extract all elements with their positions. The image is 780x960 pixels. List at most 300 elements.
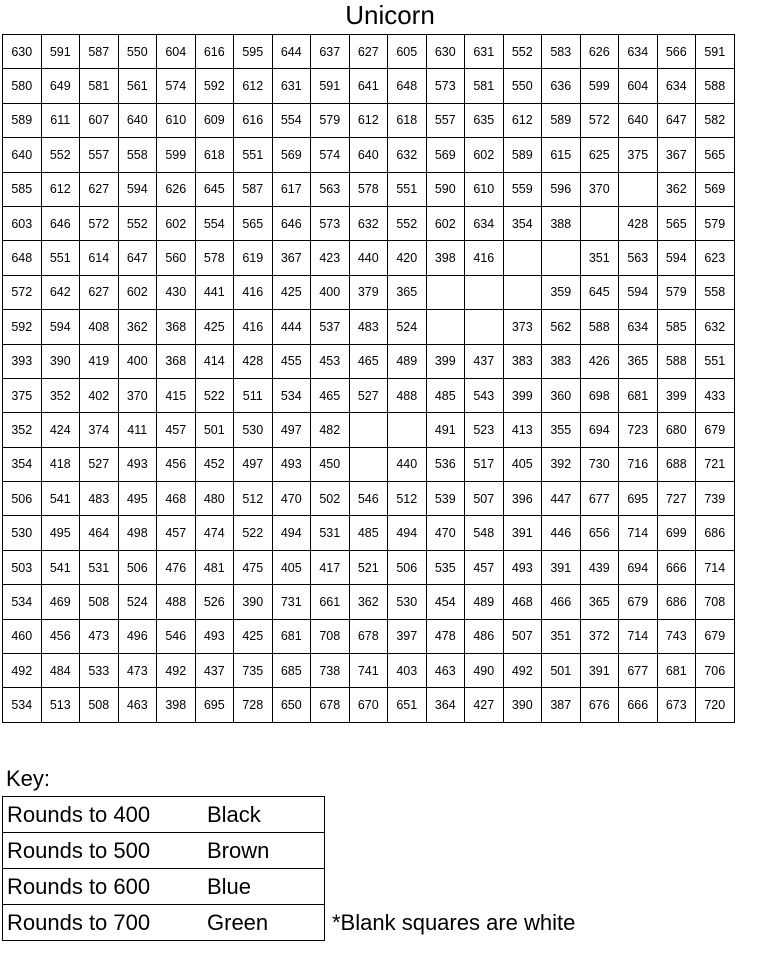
grid-cell: 670 (349, 688, 388, 722)
grid-cell: 634 (657, 69, 696, 103)
grid-cell: 589 (542, 103, 581, 137)
grid-row (3, 241, 735, 275)
grid-cell: 416 (234, 310, 273, 344)
key-cell (3, 869, 325, 905)
grid-row (3, 275, 735, 309)
grid-cell: 391 (542, 550, 581, 584)
grid-cell: 503 (3, 550, 42, 584)
grid-cell-blank (465, 275, 504, 309)
grid-cell: 367 (657, 138, 696, 172)
grid-cell: 645 (195, 172, 234, 206)
grid-cell: 626 (157, 172, 196, 206)
grid-cell: 374 (80, 413, 119, 447)
grid-cell: 541 (41, 550, 80, 584)
grid-cell: 399 (657, 378, 696, 412)
grid-cell: 632 (388, 138, 427, 172)
grid-cell: 681 (657, 654, 696, 688)
number-grid (2, 34, 735, 723)
grid-cell: 474 (195, 516, 234, 550)
grid-cell: 492 (3, 654, 42, 688)
grid-cell: 494 (388, 516, 427, 550)
grid-cell: 531 (80, 550, 119, 584)
grid-cell: 676 (580, 688, 619, 722)
grid-cell: 398 (157, 688, 196, 722)
grid-cell: 483 (349, 310, 388, 344)
grid-cell: 546 (349, 482, 388, 516)
grid-cell-blank (542, 241, 581, 275)
grid-cell: 437 (465, 344, 504, 378)
grid-cell: 359 (542, 275, 581, 309)
grid-cell: 646 (41, 206, 80, 240)
grid-cell: 686 (657, 585, 696, 619)
grid-body (3, 35, 735, 723)
grid-cell: 524 (118, 585, 157, 619)
grid-cell: 534 (3, 585, 42, 619)
grid-cell: 634 (619, 35, 658, 69)
grid-cell: 588 (580, 310, 619, 344)
grid-cell: 351 (580, 241, 619, 275)
grid-cell: 464 (80, 516, 119, 550)
key-row (3, 833, 325, 869)
grid-cell: 400 (311, 275, 350, 309)
grid-cell: 473 (118, 654, 157, 688)
grid-cell: 399 (426, 344, 465, 378)
grid-cell: 572 (580, 103, 619, 137)
grid-cell: 468 (503, 585, 542, 619)
grid-cell: 473 (80, 619, 119, 653)
grid-cell: 465 (311, 378, 350, 412)
grid-cell: 486 (465, 619, 504, 653)
grid-cell: 632 (696, 310, 735, 344)
grid-cell: 595 (234, 35, 273, 69)
grid-cell: 428 (234, 344, 273, 378)
grid-cell: 512 (234, 482, 273, 516)
grid-cell: 644 (272, 35, 311, 69)
grid-cell: 523 (465, 413, 504, 447)
grid-cell: 552 (503, 35, 542, 69)
grid-cell: 476 (157, 550, 196, 584)
grid-cell: 405 (272, 550, 311, 584)
grid-cell: 483 (80, 482, 119, 516)
key-cell (3, 905, 325, 941)
grid-cell: 365 (388, 275, 427, 309)
grid-cell: 489 (465, 585, 504, 619)
grid-cell: 488 (157, 585, 196, 619)
grid-cell: 551 (388, 172, 427, 206)
grid-cell: 383 (542, 344, 581, 378)
grid-cell: 735 (234, 654, 273, 688)
grid-cell-blank (349, 447, 388, 481)
grid-cell: 495 (41, 516, 80, 550)
grid-cell: 632 (349, 206, 388, 240)
grid-cell-blank (426, 275, 465, 309)
grid-cell: 590 (426, 172, 465, 206)
grid-cell: 686 (696, 516, 735, 550)
grid-cell: 428 (619, 206, 658, 240)
grid-row (3, 103, 735, 137)
grid-cell: 506 (388, 550, 427, 584)
grid-cell: 440 (349, 241, 388, 275)
grid-cell: 599 (157, 138, 196, 172)
grid-cell: 397 (388, 619, 427, 653)
grid-cell: 688 (657, 447, 696, 481)
grid-cell: 414 (195, 344, 234, 378)
grid-cell: 527 (349, 378, 388, 412)
grid-row (3, 172, 735, 206)
grid-cell: 550 (503, 69, 542, 103)
grid-cell: 572 (80, 206, 119, 240)
grid-cell: 396 (503, 482, 542, 516)
grid-cell: 594 (619, 275, 658, 309)
grid-cell: 408 (80, 310, 119, 344)
grid-cell: 424 (41, 413, 80, 447)
color-key-table (2, 796, 325, 941)
grid-cell: 557 (426, 103, 465, 137)
grid-cell: 641 (349, 69, 388, 103)
grid-cell: 607 (80, 103, 119, 137)
grid-cell: 489 (388, 344, 427, 378)
grid-cell: 603 (3, 206, 42, 240)
grid-cell: 587 (80, 35, 119, 69)
key-row (3, 797, 325, 833)
key-label: Key: (6, 766, 51, 791)
grid-cell: 455 (272, 344, 311, 378)
grid-cell: 605 (388, 35, 427, 69)
grid-cell: 565 (234, 206, 273, 240)
grid-cell: 552 (388, 206, 427, 240)
grid-cell: 602 (426, 206, 465, 240)
grid-cell: 493 (195, 619, 234, 653)
grid-cell: 453 (311, 344, 350, 378)
grid-cell: 723 (619, 413, 658, 447)
grid-row (3, 310, 735, 344)
grid-cell: 425 (272, 275, 311, 309)
grid-cell: 360 (542, 378, 581, 412)
grid-cell: 636 (542, 69, 581, 103)
grid-cell-blank (349, 413, 388, 447)
grid-cell: 512 (388, 482, 427, 516)
grid-cell: 698 (580, 378, 619, 412)
grid-cell: 738 (311, 654, 350, 688)
grid-cell: 522 (234, 516, 273, 550)
grid-cell: 482 (311, 413, 350, 447)
grid-cell: 602 (118, 275, 157, 309)
grid-cell: 530 (3, 516, 42, 550)
grid-cell: 475 (234, 550, 273, 584)
grid-cell: 706 (696, 654, 735, 688)
grid-cell: 548 (465, 516, 504, 550)
grid-cell: 524 (388, 310, 427, 344)
grid-cell: 554 (272, 103, 311, 137)
grid-cell: 565 (696, 138, 735, 172)
grid-cell: 627 (80, 172, 119, 206)
grid-cell: 618 (388, 103, 427, 137)
grid-cell: 470 (426, 516, 465, 550)
grid-cell: 562 (542, 310, 581, 344)
grid-cell: 647 (657, 103, 696, 137)
grid-cell: 390 (234, 585, 273, 619)
grid-cell: 566 (657, 35, 696, 69)
grid-cell: 373 (503, 310, 542, 344)
grid-cell: 488 (388, 378, 427, 412)
grid-cell: 426 (580, 344, 619, 378)
grid-cell: 640 (349, 138, 388, 172)
grid-cell: 588 (696, 69, 735, 103)
grid-cell: 581 (465, 69, 504, 103)
grid-cell: 398 (426, 241, 465, 275)
grid-cell: 588 (657, 344, 696, 378)
grid-cell: 630 (426, 35, 465, 69)
grid-row (3, 344, 735, 378)
grid-cell: 619 (234, 241, 273, 275)
grid-cell: 635 (465, 103, 504, 137)
grid-cell: 579 (696, 206, 735, 240)
grid-cell: 420 (388, 241, 427, 275)
grid-cell: 591 (311, 69, 350, 103)
grid-cell: 645 (580, 275, 619, 309)
grid-cell: 402 (80, 378, 119, 412)
grid-cell: 484 (41, 654, 80, 688)
grid-cell: 623 (696, 241, 735, 275)
grid-cell: 539 (426, 482, 465, 516)
grid-cell: 543 (465, 378, 504, 412)
grid-cell: 563 (311, 172, 350, 206)
key-rounds-label: Rounds to 400 (7, 801, 151, 827)
grid-cell: 640 (3, 138, 42, 172)
grid-cell: 351 (542, 619, 581, 653)
grid-cell: 648 (388, 69, 427, 103)
grid-cell: 561 (118, 69, 157, 103)
page-title: Unicorn (345, 0, 435, 30)
grid-cell: 552 (118, 206, 157, 240)
grid-cell: 560 (157, 241, 196, 275)
grid-row (3, 378, 735, 412)
grid-cell: 364 (426, 688, 465, 722)
grid-cell: 496 (118, 619, 157, 653)
grid-cell: 457 (157, 516, 196, 550)
grid-cell: 609 (195, 103, 234, 137)
grid-cell: 492 (503, 654, 542, 688)
grid-cell: 465 (349, 344, 388, 378)
grid-cell: 546 (157, 619, 196, 653)
grid-cell: 640 (619, 103, 658, 137)
grid-cell: 557 (80, 138, 119, 172)
grid-cell: 630 (3, 35, 42, 69)
grid-cell: 416 (465, 241, 504, 275)
grid-cell: 536 (426, 447, 465, 481)
grid-cell: 720 (696, 688, 735, 722)
key-cell (3, 797, 325, 833)
grid-row (3, 585, 735, 619)
grid-cell: 678 (349, 619, 388, 653)
grid-cell: 579 (311, 103, 350, 137)
grid-cell: 498 (118, 516, 157, 550)
grid-cell: 372 (580, 619, 619, 653)
grid-cell: 626 (580, 35, 619, 69)
grid-cell: 551 (41, 241, 80, 275)
grid-cell: 463 (426, 654, 465, 688)
grid-cell: 714 (696, 550, 735, 584)
grid-cell: 550 (118, 35, 157, 69)
grid-cell: 656 (580, 516, 619, 550)
grid-cell: 699 (657, 516, 696, 550)
grid-cell: 470 (272, 482, 311, 516)
grid-cell: 370 (580, 172, 619, 206)
grid-cell: 612 (349, 103, 388, 137)
grid-cell: 569 (272, 138, 311, 172)
grid-cell: 552 (41, 138, 80, 172)
grid-cell: 574 (311, 138, 350, 172)
grid-cell: 497 (272, 413, 311, 447)
grid-cell: 379 (349, 275, 388, 309)
grid-cell: 492 (157, 654, 196, 688)
grid-cell: 694 (619, 550, 658, 584)
grid-cell: 563 (619, 241, 658, 275)
grid-cell: 530 (234, 413, 273, 447)
grid-row (3, 138, 735, 172)
grid-cell: 685 (272, 654, 311, 688)
grid-cell: 468 (157, 482, 196, 516)
grid-cell-blank (388, 413, 427, 447)
grid-cell: 513 (41, 688, 80, 722)
grid-cell: 569 (426, 138, 465, 172)
grid-cell-blank (426, 310, 465, 344)
key-rounds-label: Rounds to 600 (7, 873, 151, 899)
grid-cell: 501 (195, 413, 234, 447)
grid-cell: 585 (3, 172, 42, 206)
grid-row (3, 550, 735, 584)
grid-cell: 592 (3, 310, 42, 344)
grid-cell: 680 (657, 413, 696, 447)
grid-cell: 388 (542, 206, 581, 240)
grid-cell: 565 (657, 206, 696, 240)
grid-cell: 614 (80, 241, 119, 275)
grid-cell: 392 (542, 447, 581, 481)
grid-row (3, 35, 735, 69)
grid-cell: 534 (3, 688, 42, 722)
grid-cell: 573 (426, 69, 465, 103)
grid-cell: 589 (503, 138, 542, 172)
grid-cell: 574 (157, 69, 196, 103)
grid-cell: 370 (118, 378, 157, 412)
grid-cell: 714 (619, 619, 658, 653)
grid-cell: 681 (272, 619, 311, 653)
grid-cell: 508 (80, 585, 119, 619)
grid-cell: 642 (41, 275, 80, 309)
grid-cell: 457 (157, 413, 196, 447)
grid-cell: 612 (503, 103, 542, 137)
grid-cell: 415 (157, 378, 196, 412)
grid-cell: 490 (465, 654, 504, 688)
grid-cell: 585 (657, 310, 696, 344)
grid-cell: 452 (195, 447, 234, 481)
key-color-label: Green (207, 909, 269, 935)
grid-cell: 604 (157, 35, 196, 69)
grid-cell: 594 (118, 172, 157, 206)
grid-cell: 727 (657, 482, 696, 516)
grid-cell: 583 (542, 35, 581, 69)
grid-cell: 362 (657, 172, 696, 206)
grid-row (3, 688, 735, 722)
grid-cell: 631 (465, 35, 504, 69)
grid-cell: 695 (195, 688, 234, 722)
grid-cell: 541 (41, 482, 80, 516)
grid-cell: 730 (580, 447, 619, 481)
grid-cell: 537 (311, 310, 350, 344)
grid-cell: 403 (388, 654, 427, 688)
grid-cell: 589 (3, 103, 42, 137)
grid-cell: 581 (80, 69, 119, 103)
grid-cell-blank (580, 206, 619, 240)
grid-cell: 416 (234, 275, 273, 309)
grid-cell: 558 (696, 275, 735, 309)
grid-cell: 679 (619, 585, 658, 619)
grid-cell: 591 (696, 35, 735, 69)
grid-cell: 640 (118, 103, 157, 137)
grid-cell: 368 (157, 310, 196, 344)
grid-cell: 427 (465, 688, 504, 722)
grid-cell: 666 (657, 550, 696, 584)
grid-cell: 679 (696, 619, 735, 653)
grid-cell: 673 (657, 688, 696, 722)
grid-cell: 572 (3, 275, 42, 309)
grid-cell: 506 (118, 550, 157, 584)
grid-cell: 478 (426, 619, 465, 653)
grid-cell: 391 (503, 516, 542, 550)
grid-cell: 627 (80, 275, 119, 309)
grid-cell: 391 (580, 654, 619, 688)
grid-cell: 413 (503, 413, 542, 447)
grid-cell: 573 (311, 206, 350, 240)
grid-cell: 530 (388, 585, 427, 619)
grid-cell: 731 (272, 585, 311, 619)
grid-cell: 559 (503, 172, 542, 206)
grid-cell: 554 (195, 206, 234, 240)
key-row (3, 905, 325, 941)
grid-cell: 368 (157, 344, 196, 378)
grid-cell: 522 (195, 378, 234, 412)
grid-cell: 400 (118, 344, 157, 378)
grid-cell: 393 (3, 344, 42, 378)
grid-cell: 604 (619, 69, 658, 103)
grid-cell: 708 (696, 585, 735, 619)
grid-cell: 425 (234, 619, 273, 653)
grid-cell: 375 (619, 138, 658, 172)
grid-cell: 419 (80, 344, 119, 378)
key-color-label: Brown (207, 837, 270, 863)
grid-cell: 375 (3, 378, 42, 412)
grid-row (3, 447, 735, 481)
grid-cell: 497 (234, 447, 273, 481)
grid-cell: 714 (619, 516, 658, 550)
grid-cell: 679 (696, 413, 735, 447)
grid-cell: 694 (580, 413, 619, 447)
grid-cell: 616 (234, 103, 273, 137)
grid-cell: 721 (696, 447, 735, 481)
grid-cell: 741 (349, 654, 388, 688)
grid-cell: 612 (234, 69, 273, 103)
grid-cell: 591 (41, 35, 80, 69)
grid-cell: 611 (41, 103, 80, 137)
grid-cell: 440 (388, 447, 427, 481)
grid-cell: 460 (3, 619, 42, 653)
grid-row (3, 619, 735, 653)
grid-cell: 587 (234, 172, 273, 206)
grid-cell: 507 (503, 619, 542, 653)
grid-cell: 615 (542, 138, 581, 172)
grid-cell: 637 (311, 35, 350, 69)
grid-cell: 578 (349, 172, 388, 206)
